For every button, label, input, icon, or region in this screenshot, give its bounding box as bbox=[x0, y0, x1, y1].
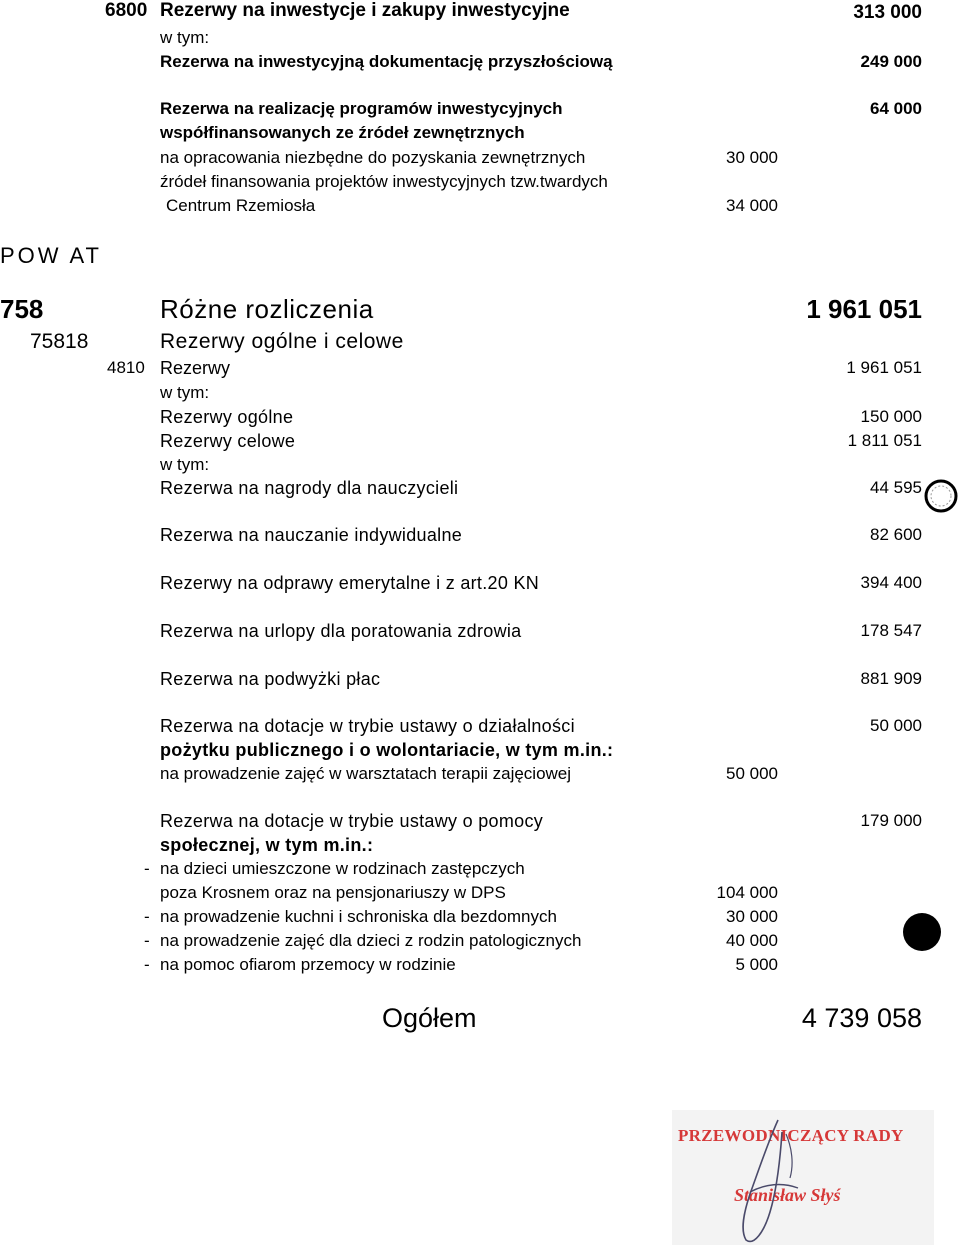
label-przemoc: na pomoc ofiarom przemocy w rodzinie bbox=[160, 955, 456, 974]
list-dash: - bbox=[144, 955, 150, 974]
value-4810: 1 961 051 bbox=[846, 358, 922, 377]
list-item-zajecia bbox=[144, 930, 582, 952]
list-item-kuchnia bbox=[144, 906, 557, 928]
code-4810: 4810 bbox=[107, 358, 145, 377]
value-rezerwy-ogolne: 150 000 bbox=[860, 407, 922, 426]
wtym-label-1: w tym: bbox=[160, 383, 210, 402]
label-odprawy: Rezerwy na odprawy emerytalne i z art.20 KN bbox=[160, 573, 540, 593]
label-nauczanie: Rezerwa na nauczanie indywidualne bbox=[160, 525, 463, 545]
value-opracowania: 30 000 bbox=[726, 148, 778, 167]
label-urlopy: Rezerwa na urlopy dla poratowania zdrowia bbox=[160, 621, 522, 641]
label-realizacja-2: współfinansowanych ze źródeł zewnętrznych bbox=[160, 123, 525, 142]
value-rezerwy-celowe: 1 811 051 bbox=[847, 431, 922, 450]
total-6800: 313 000 bbox=[853, 2, 922, 23]
value-zajecia: 40 000 bbox=[726, 931, 778, 950]
label-realizacja-1: Rezerwa na realizację programów inwestycyjnych bbox=[160, 99, 563, 118]
label-kuchnia: na prowadzenie kuchni i schroniska dla bezdomnych bbox=[160, 907, 557, 926]
label-dotacje-pozytek-1: Rezerwa na dotacje w trybie ustawy o działalności bbox=[160, 716, 575, 736]
value-warsztaty: 50 000 bbox=[726, 764, 778, 783]
label-dokumentacja: Rezerwa na inwestycyjną dokumentację przyszłościową bbox=[160, 52, 613, 71]
value-podwyzki: 881 909 bbox=[860, 669, 922, 688]
value-odprawy: 394 400 bbox=[860, 573, 922, 592]
title-75818: Rezerwy ogólne i celowe bbox=[160, 330, 404, 353]
code-6800: 6800 bbox=[105, 0, 148, 21]
wtym-label-2: w tym: bbox=[160, 455, 210, 474]
value-dokumentacja: 249 000 bbox=[860, 52, 922, 71]
list-dash: - bbox=[144, 931, 150, 950]
label-warsztaty: na prowadzenie zajęć w warsztatach terapii zajęciowej bbox=[160, 764, 572, 783]
hole-punch-icon bbox=[922, 477, 960, 515]
label-dotacje-pomoc-1: Rezerwa na dotacje w trybie ustawy o pomocy bbox=[160, 811, 544, 831]
list-dash: - bbox=[144, 859, 150, 878]
label-rezerwy-ogolne: Rezerwy ogólne bbox=[160, 407, 294, 427]
list-item-przemoc bbox=[144, 954, 456, 976]
value-kuchnia: 30 000 bbox=[726, 907, 778, 926]
value-dotacje-pozytek: 50 000 bbox=[870, 716, 922, 735]
value-centrum: 34 000 bbox=[726, 196, 778, 215]
filled-dot-icon bbox=[900, 910, 944, 954]
label-zajecia: na prowadzenie zajęć dla dzieci z rodzin patologicznych bbox=[160, 931, 582, 950]
label-dotacje-pomoc-2: społecznej, w tym m.in.: bbox=[160, 835, 374, 855]
stamp-name: Stanisław Słyś bbox=[734, 1185, 841, 1205]
total-value: 4 739 058 bbox=[801, 1003, 922, 1033]
label-podwyzki: Rezerwa na podwyżki płac bbox=[160, 669, 381, 689]
label-dzieci-1: na dzieci umieszczone w rodzinach zastępczych bbox=[160, 859, 525, 878]
powiat-heading: POW AT bbox=[0, 243, 102, 268]
label-dzieci-2: poza Krosnem oraz na pensjonariuszy w DPS bbox=[160, 883, 506, 902]
label-opracowania-1: na opracowania niezbędne do pozyskania zewnętrznych bbox=[160, 148, 586, 167]
value-urlopy: 178 547 bbox=[860, 621, 922, 640]
value-dotacje-pomoc: 179 000 bbox=[860, 811, 922, 830]
label-opracowania-2: źródeł finansowania projektów inwestycyjnych tzw.twardych bbox=[160, 172, 608, 191]
wtym-label: w tym: bbox=[160, 28, 210, 47]
value-nagrody: 44 595 bbox=[870, 478, 922, 497]
title-758: Różne rozliczenia bbox=[160, 294, 374, 324]
value-realizacja: 64 000 bbox=[870, 99, 922, 118]
stamp-title: PRZEWODNICZĄCY RADY bbox=[678, 1126, 904, 1145]
title-4810: Rezerwy bbox=[160, 358, 231, 378]
handwritten-signature-icon bbox=[720, 1112, 820, 1247]
value-dzieci: 104 000 bbox=[716, 883, 778, 902]
label-rezerwy-celowe: Rezerwy celowe bbox=[160, 431, 296, 451]
value-przemoc: 5 000 bbox=[735, 955, 778, 974]
code-75818: 75818 bbox=[30, 330, 89, 353]
label-dotacje-pozytek-2: pożytku publicznego i o wolontariacie, w tym m.in.: bbox=[160, 740, 614, 760]
value-nauczanie: 82 600 bbox=[870, 525, 922, 544]
code-758: 758 bbox=[0, 294, 44, 324]
list-dash: - bbox=[144, 907, 150, 926]
label-centrum: Centrum Rzemiosła bbox=[166, 196, 316, 215]
total-label: Ogółem bbox=[382, 1003, 477, 1033]
total-758: 1 961 051 bbox=[806, 294, 922, 324]
label-nagrody: Rezerwa na nagrody dla nauczycieli bbox=[160, 478, 459, 498]
title-6800: Rezerwy na inwestycje i zakupy inwestycyjne bbox=[160, 0, 570, 21]
list-item-dzieci bbox=[144, 858, 525, 880]
